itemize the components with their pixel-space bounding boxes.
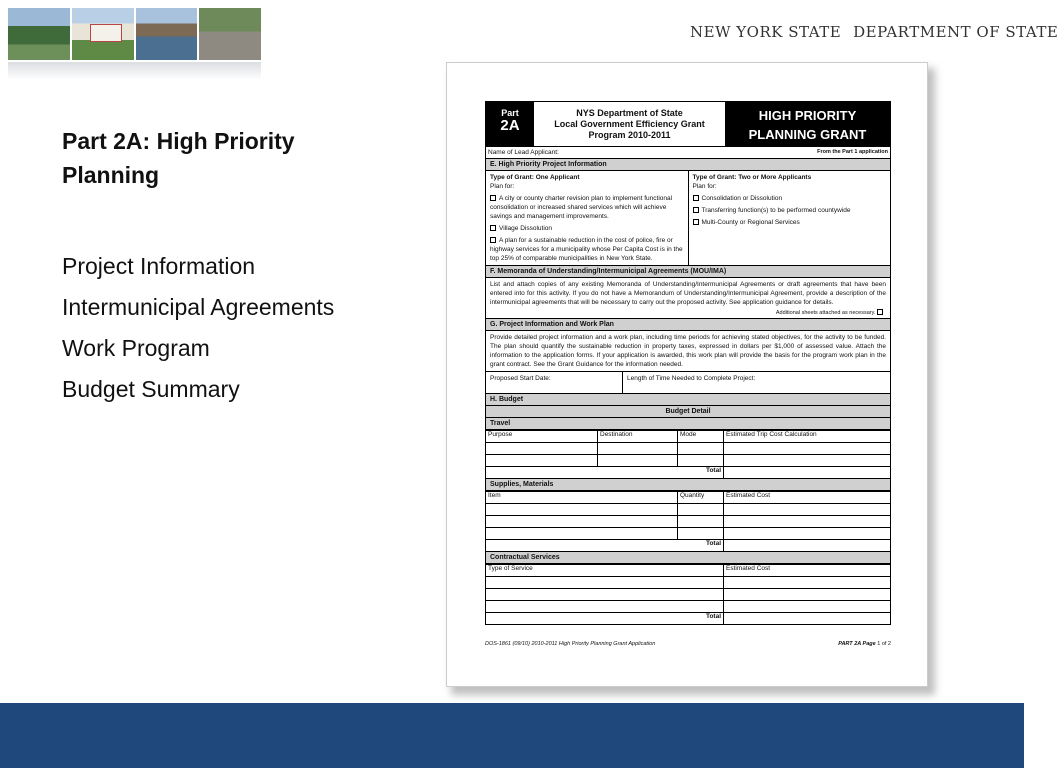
table-row xyxy=(486,577,891,589)
lead-applicant-row xyxy=(485,147,891,159)
table-row xyxy=(486,589,891,601)
form-org-line3: Program 2010-2011 xyxy=(588,130,671,140)
topic-intermunicipal-agreements: Intermunicipal Agreements xyxy=(62,294,335,320)
logo-text-right: DEPARTMENT OF STATE xyxy=(853,23,1058,41)
supplies-table xyxy=(485,491,891,552)
section-h-header: H. Budget xyxy=(485,394,891,406)
form-org-block xyxy=(534,102,725,146)
topic-work-program: Work Program xyxy=(62,335,210,361)
table-row xyxy=(486,565,891,577)
form-org-line2: Local Government Efficiency Grant xyxy=(554,119,705,129)
checkbox xyxy=(693,195,699,201)
table-row xyxy=(486,467,891,479)
topic-project-information: Project Information xyxy=(62,253,256,279)
col-type-of-service: Type of Service xyxy=(486,565,724,577)
option-charter: A city or county charter revision plan to implement functional consolidation or increased shared services which will achieve savings and management improvements. xyxy=(490,195,673,220)
section-f-body xyxy=(485,278,891,319)
form-part-number: 2A xyxy=(500,117,520,134)
checkbox xyxy=(693,219,699,225)
option-village: Village Dissolution xyxy=(490,224,684,233)
table-row xyxy=(486,492,891,504)
slide-title: Part 2A: High Priority Planning xyxy=(62,128,295,188)
topic-budget-summary: Budget Summary xyxy=(62,376,240,402)
col-estimated-cost: Estimated Cost xyxy=(724,492,891,504)
plan-for-label-1: Plan for: xyxy=(490,183,515,190)
start-date-label: Proposed Start Date: xyxy=(490,375,551,382)
supplies-header: Supplies, Materials xyxy=(485,479,891,491)
form-footer xyxy=(485,641,891,647)
checkbox xyxy=(490,195,496,201)
form-grant-title xyxy=(725,102,890,146)
table-row xyxy=(486,455,891,467)
section-g-text: Provide detailed project information and a work plan, including time periods for achieving stated objectives, for the activity to be funded. The plan should quantify the sustainable reduction in property taxes, expressed in dollars per $1,000 of assessed value. Attach the information to the application forms. If your application is awarded, this work plan will provide the basis for the program work plan in the grant contract. See the Grant Guidance for the information needed. xyxy=(485,331,891,372)
form-footer-right: PART 2A Page 1 of 2 xyxy=(838,641,891,647)
table-row xyxy=(486,613,891,625)
form-grant-line2: PLANNING GRANT xyxy=(748,127,867,142)
two-applicants-col xyxy=(688,171,891,265)
dates-row xyxy=(485,372,891,394)
checkbox xyxy=(693,207,699,213)
river-photo xyxy=(8,8,70,60)
form-org-line1: NYS Department of State xyxy=(576,108,683,118)
additional-sheets-note: Additional sheets attached as necessary. xyxy=(486,309,890,318)
form-footer-left: DOS-1861 (09/10) 2010-2011 High Priority Planning Grant Application xyxy=(485,641,656,647)
two-applicants-label: Type of Grant: Two or More Applicants xyxy=(692,174,812,181)
one-applicant-label: Type of Grant: One Applicant xyxy=(490,174,580,181)
form-part-box xyxy=(486,102,534,146)
table-row xyxy=(486,443,891,455)
travel-header: Travel xyxy=(485,418,891,430)
street-photo xyxy=(199,8,261,60)
supplies-total: Total xyxy=(486,540,724,552)
table-row xyxy=(486,504,891,516)
table-row xyxy=(486,516,891,528)
form-part-label: Part xyxy=(501,108,519,118)
checkbox xyxy=(490,225,496,231)
table-row xyxy=(486,528,891,540)
col-mode: Mode xyxy=(678,431,724,443)
one-applicant-col xyxy=(486,171,688,265)
travel-table xyxy=(485,430,891,479)
contractual-table xyxy=(485,564,891,625)
topic-list xyxy=(62,246,334,410)
form-grant-line1: HIGH PRIORITY xyxy=(758,108,857,123)
section-g-header: G. Project Information and Work Plan xyxy=(485,319,891,331)
section-e-body xyxy=(485,171,891,266)
grant-form xyxy=(485,101,891,647)
option-consolidation: Consolidation or Dissolution xyxy=(693,194,887,203)
building-photo xyxy=(72,8,134,60)
table-row xyxy=(486,540,891,552)
budget-detail-header: Budget Detail xyxy=(485,406,891,418)
col-purpose: Purpose xyxy=(486,431,598,443)
footer-band xyxy=(0,703,1024,768)
contractual-total: Total xyxy=(486,613,724,625)
col-destination: Destination xyxy=(598,431,678,443)
col-trip-cost: Estimated Trip Cost Calculation xyxy=(724,431,891,443)
travel-total: Total xyxy=(486,467,724,479)
logo-text-left: NEW YORK STATE xyxy=(690,23,842,41)
lead-applicant-label: Name of Lead Applicant: xyxy=(488,149,559,156)
option-multi-county: Multi-County or Regional Services xyxy=(693,218,887,227)
col-contract-cost: Estimated Cost xyxy=(724,565,891,577)
checkbox xyxy=(490,237,496,243)
nys-dos-logo xyxy=(690,8,1058,56)
plan-for-label-2: Plan for: xyxy=(692,183,717,190)
photo-reflection xyxy=(8,62,261,80)
form-header xyxy=(485,101,891,147)
option-police: A plan for a sustainable reduction in the cost of police, fire or highway services for a municipality whose Per Capita Cost is in the top 25% of comparable municipalities in New York State. xyxy=(490,237,683,262)
option-transfer: Transferring function(s) to be performed countywide xyxy=(693,206,887,215)
section-f-text: List and attach copies of any existing Memoranda of Understanding/Intermunicipal Agreements or draft agreements that have been entered into for this activity. If you do not have a Memorandum of Understanding/Intermunicipal Agreement, provide a description of the intermunicipal agreements that will be necessary to carry out the proposed activity. See application guidance for details. xyxy=(490,281,886,306)
table-row xyxy=(486,601,891,613)
section-f-header: F. Memoranda of Understanding/Intermunicipal Agreements (MOU/IMA) xyxy=(485,266,891,278)
header-photo-strip xyxy=(8,8,261,60)
waterfront-photo xyxy=(136,8,198,60)
length-time-label: Length of Time Needed to Complete Project: xyxy=(622,372,890,393)
table-row xyxy=(486,431,891,443)
checkbox xyxy=(877,309,883,315)
col-item: Item xyxy=(486,492,678,504)
grant-form-image xyxy=(446,62,928,687)
from-part1-note: From the Part 1 application xyxy=(817,149,888,155)
contractual-header: Contractual Services xyxy=(485,552,891,564)
col-quantity: Quantity xyxy=(678,492,724,504)
section-e-header: E. High Priority Project Information xyxy=(485,159,891,171)
